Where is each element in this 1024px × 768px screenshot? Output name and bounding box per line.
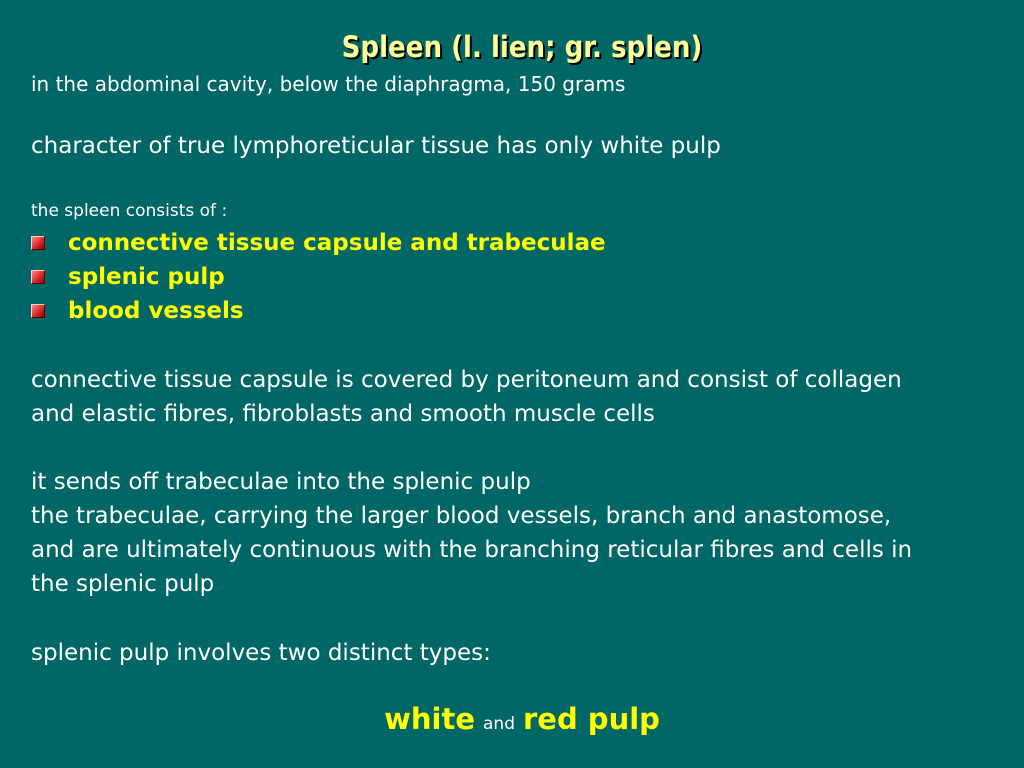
square-bullet-icon xyxy=(31,304,45,318)
trabeculae-paragraph xyxy=(31,465,1011,601)
red-pulp-text: red pulp xyxy=(522,702,660,736)
paragraph-line: splenic pulp involves two distinct types: xyxy=(31,640,491,666)
bullet-text: splenic pulp xyxy=(68,264,225,290)
bullet-text: blood vessels xyxy=(68,298,244,324)
paragraph-line: and are ultimately continuous with the branching reticular fibres and cells in xyxy=(31,537,913,563)
white-pulp-text: white xyxy=(384,702,475,736)
paragraph-line: the trabeculae, carrying the larger blood vessels, branch and anastomose, xyxy=(31,503,892,529)
capsule-paragraph xyxy=(31,363,1011,431)
and-text: and xyxy=(483,714,515,734)
bullet-item xyxy=(31,262,225,292)
character-text: character of true lymphoreticular tissue has only white pulp xyxy=(31,133,721,159)
location-text: in the abdominal cavity, below the diaphragma, 150 grams xyxy=(31,72,626,96)
slide-title: Spleen (l. lien; gr. splen) xyxy=(341,30,703,64)
paragraph-line: and elastic fibres, fibroblasts and smooth muscle cells xyxy=(31,401,655,427)
bullet-text: connective tissue capsule and trabeculae xyxy=(68,230,606,256)
bullet-item xyxy=(31,296,244,326)
square-bullet-icon xyxy=(31,270,45,284)
paragraph-line: it sends off trabeculae into the splenic pulp xyxy=(31,469,531,495)
square-bullet-icon xyxy=(31,236,45,250)
paragraph-line: the splenic pulp xyxy=(31,571,215,597)
bullet-item xyxy=(31,228,606,258)
pulp-types-line xyxy=(0,702,1024,736)
paragraph-line: connective tissue capsule is covered by peritoneum and consist of collagen xyxy=(31,367,902,393)
consists-label: the spleen consists of : xyxy=(31,201,228,221)
pulp-types-paragraph xyxy=(31,636,1011,670)
